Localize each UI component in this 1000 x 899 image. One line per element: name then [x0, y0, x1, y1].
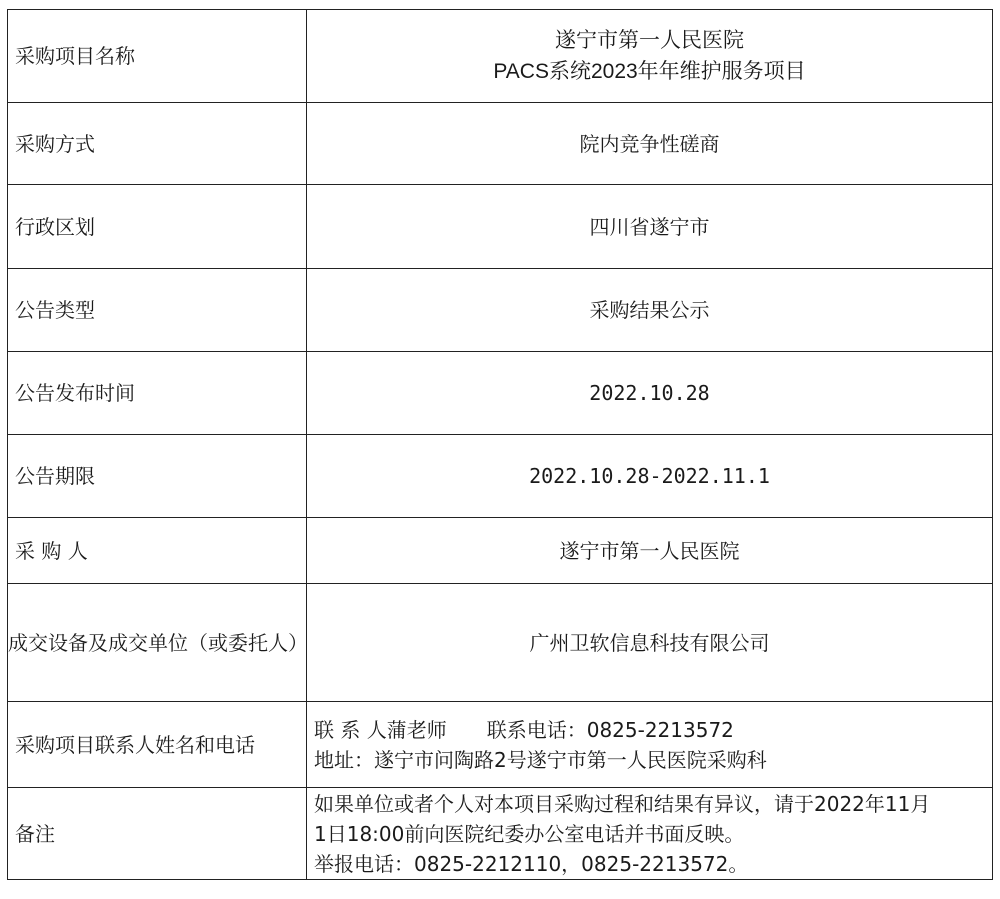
contact-line — [314, 715, 992, 745]
contact-person: 联 系 人蒲老师 — [314, 717, 447, 742]
row-value: 采购结果公示 — [307, 269, 993, 352]
row-label: 公告类型 — [8, 269, 307, 352]
table-row — [8, 518, 993, 584]
table-row — [8, 435, 993, 518]
row-value — [307, 702, 993, 788]
procurement-info-table — [7, 9, 993, 880]
table-row — [8, 788, 993, 880]
row-label: 采购项目联系人姓名和电话 — [8, 702, 307, 788]
row-label: 成交设备及成交单位（或委托人） — [8, 584, 307, 702]
table-row — [8, 702, 993, 788]
row-value: 遂宁市第一人民医院 — [307, 518, 993, 584]
remark-line: 1日18:00前向医院纪委办公室电话并书面反映。 — [314, 821, 745, 846]
row-label: 采购方式 — [8, 103, 307, 185]
row-value: 2022.10.28-2022.11.1 — [307, 435, 993, 518]
row-label: 采购项目名称 — [8, 10, 307, 103]
remark-line: 举报电话：0825-2212110，0825-2213572。 — [314, 851, 749, 876]
table-row — [8, 269, 993, 352]
project-name-line: 遂宁市第一人民医院 — [555, 29, 744, 52]
row-label: 行政区划 — [8, 185, 307, 269]
remark-line: 如果单位或者个人对本项目采购过程和结果有异议，请于2022年11月 — [314, 791, 931, 816]
row-label: 采 购 人 — [8, 518, 307, 584]
row-label: 备注 — [8, 788, 307, 880]
row-label: 公告期限 — [8, 435, 307, 518]
table-row — [8, 584, 993, 702]
table-row — [8, 185, 993, 269]
row-value: 广州卫软信息科技有限公司 — [307, 584, 993, 702]
row-value: 院内竞争性磋商 — [307, 103, 993, 185]
row-value: 2022.10.28 — [307, 352, 993, 435]
row-value: 四川省遂宁市 — [307, 185, 993, 269]
table-row — [8, 103, 993, 185]
row-value — [307, 10, 993, 103]
row-label: 公告发布时间 — [8, 352, 307, 435]
row-value — [307, 788, 993, 880]
table-row — [8, 10, 993, 103]
table-row — [8, 352, 993, 435]
contact-address: 地址：遂宁市问陶路2号遂宁市第一人民医院采购科 — [314, 747, 767, 772]
project-name-line: PACS系统2023年年维护服务项目 — [493, 60, 806, 83]
contact-phone: 联系电话：0825-2213572 — [486, 717, 734, 742]
